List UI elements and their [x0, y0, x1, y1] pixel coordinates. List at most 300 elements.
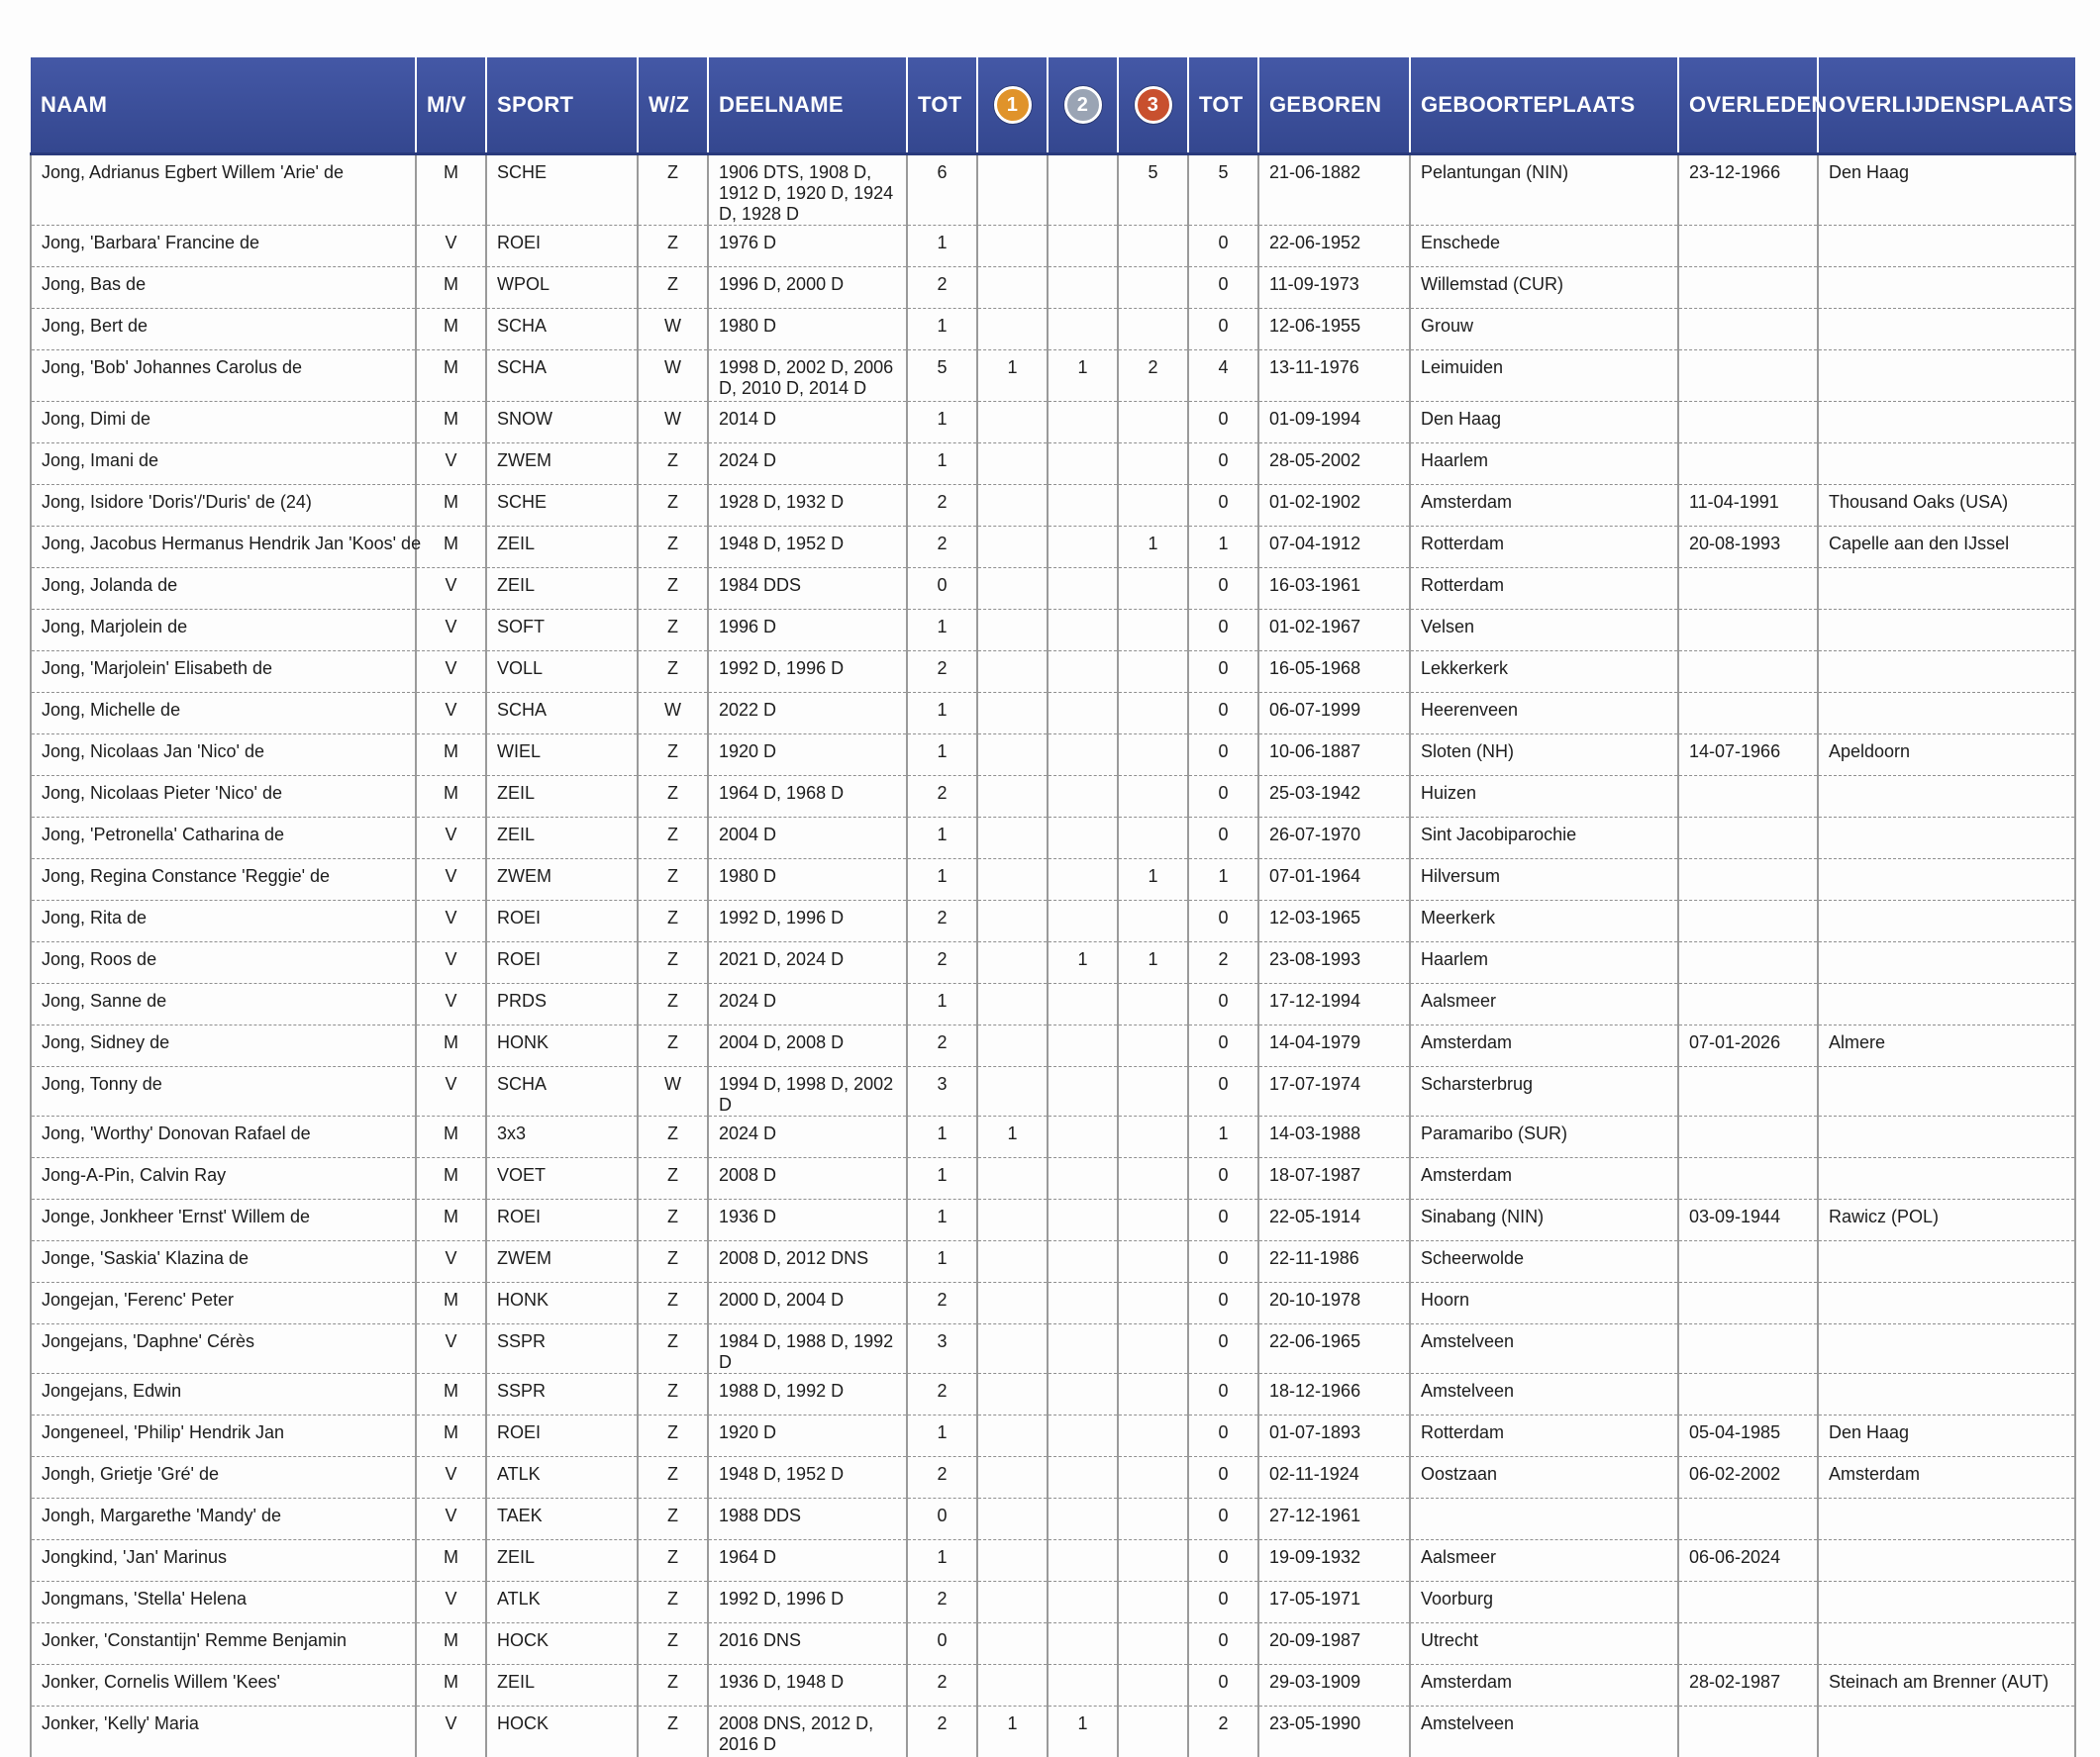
- cell-gold: [977, 651, 1048, 693]
- cell-bronze: [1118, 1457, 1188, 1499]
- cell-geboren: 07-04-1912: [1258, 527, 1410, 568]
- cell-overlijdensplaats: [1818, 610, 2075, 651]
- cell-gold: [977, 1415, 1048, 1457]
- cell-bronze: 1: [1118, 942, 1188, 984]
- cell-naam: Jongh, Margarethe 'Mandy' de: [31, 1499, 416, 1540]
- cell-overleden: 07-01-2026: [1678, 1025, 1818, 1067]
- table-row: [31, 1025, 2075, 1067]
- cell-gold: [977, 610, 1048, 651]
- cell-overleden: [1678, 1499, 1818, 1540]
- cell-wz: W: [638, 1067, 708, 1117]
- cell-bronze: [1118, 485, 1188, 527]
- cell-wz: W: [638, 402, 708, 443]
- cell-tot-medals: 0: [1188, 901, 1258, 942]
- cell-bronze: [1118, 1374, 1188, 1415]
- cell-tot-deelname: 1: [907, 984, 977, 1025]
- cell-overleden: [1678, 1117, 1818, 1158]
- table-row: [31, 818, 2075, 859]
- cell-wz: Z: [638, 1582, 708, 1623]
- cell-tot-medals: 0: [1188, 1415, 1258, 1457]
- header-wz: W/Z: [638, 57, 708, 154]
- cell-tot-deelname: 1: [907, 1200, 977, 1241]
- cell-tot-medals: 0: [1188, 1499, 1258, 1540]
- cell-overlijdensplaats: [1818, 1582, 2075, 1623]
- cell-silver: 1: [1048, 350, 1118, 402]
- cell-sport: SCHA: [486, 693, 638, 734]
- cell-geboren: 22-05-1914: [1258, 1200, 1410, 1241]
- table-row: [31, 1374, 2075, 1415]
- table-row: [31, 1415, 2075, 1457]
- cell-wz: Z: [638, 443, 708, 485]
- cell-overleden: [1678, 1283, 1818, 1324]
- header-bronze: [1118, 57, 1188, 154]
- cell-overlijdensplaats: Almere: [1818, 1025, 2075, 1067]
- cell-naam: Jong, Imani de: [31, 443, 416, 485]
- cell-deelname: 2022 D: [708, 693, 907, 734]
- cell-geboren: 23-05-1990: [1258, 1707, 1410, 1757]
- silver-medal-icon: 2: [1064, 86, 1102, 124]
- cell-naam: Jong, Tonny de: [31, 1067, 416, 1117]
- cell-mv: M: [416, 402, 486, 443]
- cell-tot-deelname: 1: [907, 402, 977, 443]
- cell-tot-medals: 1: [1188, 527, 1258, 568]
- cell-geboren: 18-12-1966: [1258, 1374, 1410, 1415]
- cell-deelname: 2004 D: [708, 818, 907, 859]
- cell-gold: [977, 226, 1048, 267]
- table-row: [31, 267, 2075, 309]
- cell-silver: [1048, 1665, 1118, 1707]
- cell-mv: V: [416, 1499, 486, 1540]
- cell-silver: [1048, 226, 1118, 267]
- cell-wz: Z: [638, 1241, 708, 1283]
- cell-overleden: [1678, 350, 1818, 402]
- cell-sport: HONK: [486, 1025, 638, 1067]
- cell-mv: V: [416, 818, 486, 859]
- cell-deelname: 1980 D: [708, 859, 907, 901]
- cell-sport: ZEIL: [486, 568, 638, 610]
- cell-gold: [977, 1499, 1048, 1540]
- cell-naam: Jong, Adrianus Egbert Willem 'Arie' de: [31, 154, 416, 226]
- cell-naam: Jong, 'Marjolein' Elisabeth de: [31, 651, 416, 693]
- table-row: [31, 1665, 2075, 1707]
- cell-gold: [977, 1241, 1048, 1283]
- cell-sport: ZEIL: [486, 1540, 638, 1582]
- table-row: [31, 1540, 2075, 1582]
- cell-wz: Z: [638, 1025, 708, 1067]
- cell-mv: V: [416, 1324, 486, 1374]
- cell-geboren: 22-11-1986: [1258, 1241, 1410, 1283]
- cell-silver: [1048, 402, 1118, 443]
- cell-geboorteplaats: Sint Jacobiparochie: [1410, 818, 1678, 859]
- cell-tot-deelname: 2: [907, 942, 977, 984]
- cell-overlijdensplaats: [1818, 350, 2075, 402]
- cell-geboorteplaats: [1410, 1499, 1678, 1540]
- cell-mv: M: [416, 527, 486, 568]
- cell-geboorteplaats: Aalsmeer: [1410, 984, 1678, 1025]
- cell-wz: Z: [638, 267, 708, 309]
- cell-mv: V: [416, 651, 486, 693]
- cell-wz: Z: [638, 1623, 708, 1665]
- cell-deelname: 1936 D: [708, 1200, 907, 1241]
- cell-mv: M: [416, 267, 486, 309]
- cell-bronze: [1118, 734, 1188, 776]
- cell-wz: Z: [638, 901, 708, 942]
- cell-deelname: 1996 D, 2000 D: [708, 267, 907, 309]
- cell-geboren: 19-09-1932: [1258, 1540, 1410, 1582]
- cell-overleden: 20-08-1993: [1678, 527, 1818, 568]
- cell-overlijdensplaats: [1818, 984, 2075, 1025]
- cell-tot-medals: 0: [1188, 1283, 1258, 1324]
- cell-silver: [1048, 693, 1118, 734]
- cell-sport: TAEK: [486, 1499, 638, 1540]
- cell-tot-medals: 0: [1188, 443, 1258, 485]
- table-row: [31, 1200, 2075, 1241]
- header-tot-deelname: TOT: [907, 57, 977, 154]
- cell-wz: Z: [638, 818, 708, 859]
- cell-silver: [1048, 734, 1118, 776]
- cell-tot-deelname: 2: [907, 527, 977, 568]
- cell-overlijdensplaats: [1818, 226, 2075, 267]
- cell-tot-deelname: 1: [907, 734, 977, 776]
- cell-overleden: [1678, 776, 1818, 818]
- cell-mv: V: [416, 984, 486, 1025]
- cell-wz: Z: [638, 226, 708, 267]
- cell-tot-deelname: 2: [907, 1582, 977, 1623]
- cell-overleden: [1678, 859, 1818, 901]
- cell-overlijdensplaats: [1818, 901, 2075, 942]
- cell-wz: Z: [638, 1324, 708, 1374]
- cell-geboren: 18-07-1987: [1258, 1158, 1410, 1200]
- cell-tot-medals: 0: [1188, 309, 1258, 350]
- cell-sport: HONK: [486, 1283, 638, 1324]
- cell-tot-medals: 0: [1188, 1665, 1258, 1707]
- cell-bronze: [1118, 1582, 1188, 1623]
- cell-wz: Z: [638, 1158, 708, 1200]
- cell-geboren: 14-03-1988: [1258, 1117, 1410, 1158]
- cell-tot-medals: 0: [1188, 1324, 1258, 1374]
- cell-tot-deelname: 3: [907, 1067, 977, 1117]
- cell-geboorteplaats: Hilversum: [1410, 859, 1678, 901]
- cell-bronze: [1118, 1665, 1188, 1707]
- cell-sport: ZWEM: [486, 443, 638, 485]
- cell-silver: [1048, 267, 1118, 309]
- cell-gold: [977, 568, 1048, 610]
- table-row: [31, 1707, 2075, 1757]
- cell-deelname: 1964 D: [708, 1540, 907, 1582]
- cell-wz: Z: [638, 859, 708, 901]
- cell-wz: Z: [638, 154, 708, 226]
- cell-deelname: 1948 D, 1952 D: [708, 527, 907, 568]
- cell-overlijdensplaats: [1818, 776, 2075, 818]
- cell-sport: SSPR: [486, 1324, 638, 1374]
- cell-naam: Jong, Nicolaas Pieter 'Nico' de: [31, 776, 416, 818]
- table-row: [31, 309, 2075, 350]
- cell-geboren: 14-04-1979: [1258, 1025, 1410, 1067]
- cell-bronze: [1118, 309, 1188, 350]
- cell-bronze: [1118, 693, 1188, 734]
- cell-gold: [977, 1582, 1048, 1623]
- cell-naam: Jong-A-Pin, Calvin Ray: [31, 1158, 416, 1200]
- cell-tot-deelname: 6: [907, 154, 977, 226]
- cell-deelname: 1988 DDS: [708, 1499, 907, 1540]
- table-row: [31, 443, 2075, 485]
- cell-overleden: [1678, 443, 1818, 485]
- cell-naam: Jong, Bas de: [31, 267, 416, 309]
- cell-bronze: [1118, 651, 1188, 693]
- cell-mv: M: [416, 1623, 486, 1665]
- cell-wz: W: [638, 309, 708, 350]
- cell-gold: [977, 859, 1048, 901]
- cell-tot-medals: 0: [1188, 734, 1258, 776]
- cell-overlijdensplaats: [1818, 1324, 2075, 1374]
- cell-mv: V: [416, 443, 486, 485]
- cell-overlijdensplaats: [1818, 1540, 2075, 1582]
- cell-bronze: [1118, 1707, 1188, 1757]
- cell-tot-deelname: 2: [907, 1707, 977, 1757]
- cell-bronze: [1118, 1117, 1188, 1158]
- cell-overlijdensplaats: [1818, 309, 2075, 350]
- cell-bronze: [1118, 1158, 1188, 1200]
- cell-overlijdensplaats: Rawicz (POL): [1818, 1200, 2075, 1241]
- cell-overleden: [1678, 568, 1818, 610]
- cell-sport: SSPR: [486, 1374, 638, 1415]
- cell-naam: Jonker, 'Constantijn' Remme Benjamin: [31, 1623, 416, 1665]
- cell-sport: ROEI: [486, 942, 638, 984]
- cell-bronze: [1118, 1499, 1188, 1540]
- cell-geboren: 01-02-1967: [1258, 610, 1410, 651]
- cell-overleden: [1678, 309, 1818, 350]
- cell-deelname: 1994 D, 1998 D, 2002 D: [708, 1067, 907, 1117]
- cell-tot-deelname: 1: [907, 1415, 977, 1457]
- table-row: [31, 527, 2075, 568]
- cell-sport: SCHE: [486, 485, 638, 527]
- cell-tot-medals: 0: [1188, 1025, 1258, 1067]
- cell-deelname: 1906 DTS, 1908 D, 1912 D, 1920 D, 1924 D, 1928 D: [708, 154, 907, 226]
- cell-deelname: 1996 D: [708, 610, 907, 651]
- cell-geboorteplaats: Amsterdam: [1410, 485, 1678, 527]
- cell-tot-medals: 0: [1188, 568, 1258, 610]
- cell-silver: [1048, 610, 1118, 651]
- cell-overlijdensplaats: Steinach am Brenner (AUT): [1818, 1665, 2075, 1707]
- cell-geboren: 29-03-1909: [1258, 1665, 1410, 1707]
- cell-mv: M: [416, 1117, 486, 1158]
- cell-tot-deelname: 2: [907, 1457, 977, 1499]
- cell-silver: [1048, 1457, 1118, 1499]
- cell-mv: M: [416, 1283, 486, 1324]
- cell-geboorteplaats: Aalsmeer: [1410, 1540, 1678, 1582]
- cell-tot-medals: 0: [1188, 226, 1258, 267]
- cell-naam: Jong, Nicolaas Jan 'Nico' de: [31, 734, 416, 776]
- cell-silver: [1048, 901, 1118, 942]
- table-row: [31, 1457, 2075, 1499]
- cell-overlijdensplaats: [1818, 1067, 2075, 1117]
- cell-wz: Z: [638, 568, 708, 610]
- cell-bronze: [1118, 984, 1188, 1025]
- cell-tot-medals: 0: [1188, 402, 1258, 443]
- cell-bronze: [1118, 443, 1188, 485]
- cell-geboren: 16-03-1961: [1258, 568, 1410, 610]
- cell-geboorteplaats: Leimuiden: [1410, 350, 1678, 402]
- cell-silver: 1: [1048, 1707, 1118, 1757]
- cell-naam: Jong, Jolanda de: [31, 568, 416, 610]
- table-row: [31, 1067, 2075, 1117]
- table-body: [31, 154, 2075, 1757]
- cell-geboorteplaats: Rotterdam: [1410, 568, 1678, 610]
- cell-wz: Z: [638, 1374, 708, 1415]
- cell-tot-medals: 0: [1188, 776, 1258, 818]
- header-tot-medals: TOT: [1188, 57, 1258, 154]
- cell-bronze: [1118, 1241, 1188, 1283]
- cell-wz: Z: [638, 984, 708, 1025]
- cell-geboorteplaats: Voorburg: [1410, 1582, 1678, 1623]
- cell-naam: Jong, Roos de: [31, 942, 416, 984]
- cell-naam: Jong, 'Petronella' Catharina de: [31, 818, 416, 859]
- cell-geboren: 12-03-1965: [1258, 901, 1410, 942]
- cell-mv: M: [416, 1025, 486, 1067]
- cell-sport: WIEL: [486, 734, 638, 776]
- cell-naam: Jong, Dimi de: [31, 402, 416, 443]
- cell-tot-medals: 0: [1188, 1623, 1258, 1665]
- cell-naam: Jong, 'Worthy' Donovan Rafael de: [31, 1117, 416, 1158]
- cell-sport: WPOL: [486, 267, 638, 309]
- cell-mv: V: [416, 1457, 486, 1499]
- cell-tot-deelname: 1: [907, 443, 977, 485]
- cell-tot-deelname: 0: [907, 1499, 977, 1540]
- cell-geboorteplaats: Willemstad (CUR): [1410, 267, 1678, 309]
- table-row: [31, 610, 2075, 651]
- cell-geboorteplaats: Paramaribo (SUR): [1410, 1117, 1678, 1158]
- cell-bronze: 1: [1118, 859, 1188, 901]
- cell-geboren: 20-10-1978: [1258, 1283, 1410, 1324]
- olympians-table-page: [30, 57, 2074, 1495]
- cell-deelname: 2024 D: [708, 443, 907, 485]
- table-row: [31, 1324, 2075, 1374]
- cell-tot-deelname: 3: [907, 1324, 977, 1374]
- cell-mv: M: [416, 154, 486, 226]
- cell-naam: Jong, Regina Constance 'Reggie' de: [31, 859, 416, 901]
- cell-silver: 1: [1048, 942, 1118, 984]
- cell-gold: [977, 1457, 1048, 1499]
- table-row: [31, 1283, 2075, 1324]
- cell-bronze: [1118, 610, 1188, 651]
- cell-silver: [1048, 1623, 1118, 1665]
- cell-tot-medals: 5: [1188, 154, 1258, 226]
- cell-geboorteplaats: Amstelveen: [1410, 1374, 1678, 1415]
- cell-overlijdensplaats: Amsterdam: [1818, 1457, 2075, 1499]
- cell-deelname: 2004 D, 2008 D: [708, 1025, 907, 1067]
- cell-geboren: 17-07-1974: [1258, 1067, 1410, 1117]
- cell-bronze: [1118, 1200, 1188, 1241]
- cell-geboren: 27-12-1961: [1258, 1499, 1410, 1540]
- cell-wz: Z: [638, 942, 708, 984]
- cell-gold: [977, 527, 1048, 568]
- header-overleden: OVERLEDEN: [1678, 57, 1818, 154]
- cell-geboorteplaats: Scharsterbrug: [1410, 1067, 1678, 1117]
- cell-overlijdensplaats: [1818, 818, 2075, 859]
- cell-geboren: 22-06-1952: [1258, 226, 1410, 267]
- cell-deelname: 1948 D, 1952 D: [708, 1457, 907, 1499]
- cell-overleden: [1678, 1158, 1818, 1200]
- cell-naam: Jong, 'Barbara' Francine de: [31, 226, 416, 267]
- cell-geboren: 17-05-1971: [1258, 1582, 1410, 1623]
- cell-geboren: 16-05-1968: [1258, 651, 1410, 693]
- cell-tot-medals: 0: [1188, 693, 1258, 734]
- cell-gold: 1: [977, 1117, 1048, 1158]
- cell-silver: [1048, 1582, 1118, 1623]
- cell-geboorteplaats: Meerkerk: [1410, 901, 1678, 942]
- cell-silver: [1048, 1117, 1118, 1158]
- cell-tot-deelname: 1: [907, 693, 977, 734]
- cell-tot-deelname: 2: [907, 901, 977, 942]
- cell-mv: V: [416, 568, 486, 610]
- cell-gold: [977, 1540, 1048, 1582]
- cell-overlijdensplaats: [1818, 942, 2075, 984]
- cell-sport: SCHE: [486, 154, 638, 226]
- header-silver: [1048, 57, 1118, 154]
- cell-wz: Z: [638, 1457, 708, 1499]
- cell-sport: 3x3: [486, 1117, 638, 1158]
- cell-gold: [977, 1025, 1048, 1067]
- cell-overlijdensplaats: [1818, 1241, 2075, 1283]
- cell-geboren: 01-09-1994: [1258, 402, 1410, 443]
- cell-overleden: [1678, 984, 1818, 1025]
- cell-tot-deelname: 5: [907, 350, 977, 402]
- cell-mv: M: [416, 1200, 486, 1241]
- cell-wz: Z: [638, 1707, 708, 1757]
- cell-tot-deelname: 0: [907, 568, 977, 610]
- cell-tot-medals: 0: [1188, 1200, 1258, 1241]
- cell-deelname: 2008 D: [708, 1158, 907, 1200]
- cell-geboorteplaats: Enschede: [1410, 226, 1678, 267]
- cell-mv: V: [416, 1067, 486, 1117]
- cell-bronze: [1118, 1067, 1188, 1117]
- cell-overleden: [1678, 1241, 1818, 1283]
- cell-bronze: 2: [1118, 350, 1188, 402]
- cell-mv: M: [416, 1415, 486, 1457]
- table-row: [31, 859, 2075, 901]
- cell-mv: V: [416, 693, 486, 734]
- cell-tot-deelname: 1: [907, 309, 977, 350]
- table-row: [31, 350, 2075, 402]
- cell-naam: Jongeneel, 'Philip' Hendrik Jan: [31, 1415, 416, 1457]
- cell-tot-deelname: 2: [907, 1374, 977, 1415]
- cell-geboren: 17-12-1994: [1258, 984, 1410, 1025]
- cell-deelname: 2014 D: [708, 402, 907, 443]
- table-row: [31, 693, 2075, 734]
- cell-tot-medals: 0: [1188, 1067, 1258, 1117]
- cell-overleden: 11-04-1991: [1678, 485, 1818, 527]
- table-row: [31, 651, 2075, 693]
- cell-gold: [977, 1200, 1048, 1241]
- cell-gold: [977, 942, 1048, 984]
- cell-silver: [1048, 1499, 1118, 1540]
- cell-wz: Z: [638, 610, 708, 651]
- cell-gold: [977, 267, 1048, 309]
- cell-tot-medals: 0: [1188, 267, 1258, 309]
- cell-deelname: 2008 DNS, 2012 D, 2016 D: [708, 1707, 907, 1757]
- cell-geboren: 01-02-1902: [1258, 485, 1410, 527]
- cell-tot-medals: 0: [1188, 651, 1258, 693]
- cell-naam: Jong, Sanne de: [31, 984, 416, 1025]
- cell-geboorteplaats: Velsen: [1410, 610, 1678, 651]
- cell-tot-medals: 0: [1188, 1540, 1258, 1582]
- cell-deelname: 1964 D, 1968 D: [708, 776, 907, 818]
- cell-gold: [977, 776, 1048, 818]
- cell-overleden: [1678, 1707, 1818, 1757]
- cell-mv: M: [416, 309, 486, 350]
- cell-geboorteplaats: Rotterdam: [1410, 527, 1678, 568]
- cell-tot-deelname: 2: [907, 1283, 977, 1324]
